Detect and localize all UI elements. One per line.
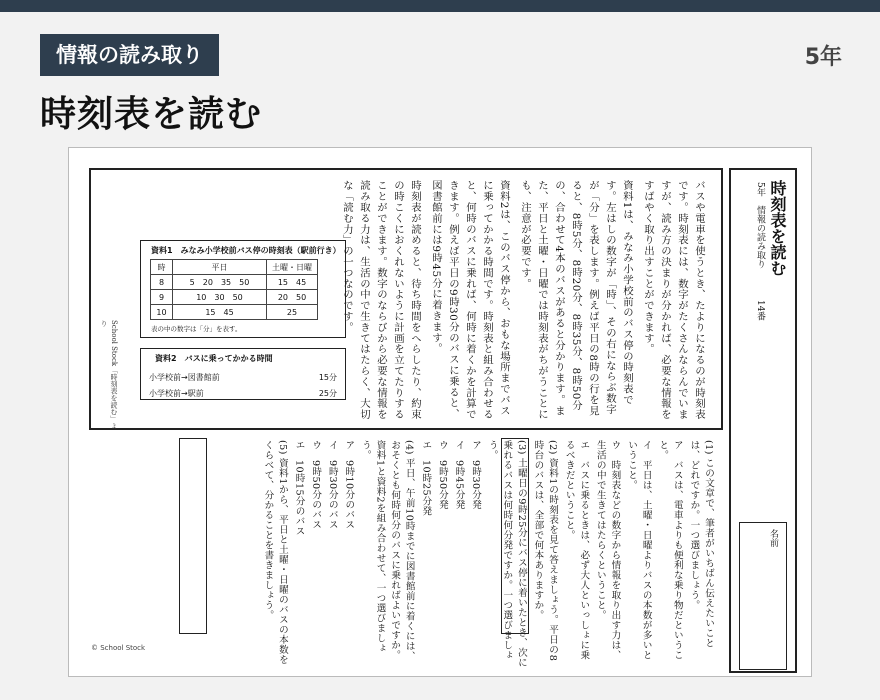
timetable-cell: 10: [151, 305, 173, 320]
timetable-cell: 20 50: [267, 290, 318, 305]
timetable-cell: 9: [151, 290, 173, 305]
question-item: エ 10時15分のバス: [293, 440, 305, 537]
duration: 15分: [318, 373, 337, 382]
question-item: エ 10時25分発: [420, 440, 432, 517]
question-item: (1) この文章で、筆者がいちばん伝えたいことは、どれですか。一つ選びましょう。: [688, 440, 714, 649]
timetable-cell: 25: [267, 305, 318, 320]
travel-time-row: [149, 370, 337, 386]
question-item: イ 9時30分のバス: [326, 440, 338, 530]
category-badge: 情報の読み取り: [40, 34, 219, 76]
timetable-header: 土曜・日曜: [267, 260, 318, 275]
timetable-cell: 8: [151, 275, 173, 290]
timetable-note: 表の中の数字は「分」を表す。: [151, 325, 242, 333]
question-item: ア 9時10分のバス: [343, 440, 355, 530]
questions: [258, 440, 715, 668]
travel-time-caption: 資料2 バスに乗ってかかる時間: [155, 354, 273, 363]
duration: 25分: [318, 389, 337, 398]
passage-paragraph: バスや電車を使うとき、たよりになるのが時刻表です。時刻表には、数字がたくさんならんでいますが、読み方の決まりが分かれば、必要な情報をすばやく取り出すことができます。: [642, 180, 705, 420]
source-credit: School Stock「時刻表を読む」より: [100, 320, 118, 430]
question-item: エ バスに乗るときは、必ず大人といっしょに乗るべきだということ。: [563, 440, 590, 660]
passage-text: [334, 180, 707, 422]
travel-time-row: [149, 386, 337, 402]
passage-paragraph: 資料1は、みなみ小学校前のバス停の時刻表です。左はしの数字が「時」、その右にならぶ数字が「分」を表します。例えば平日の8時の行を見ると、8時5分、8時20分、8時35分、8時50分の、合わせて4本のバスがあると分かります。また、平日と土曜・日曜では時刻表がちがうことにも、注意が必要です。: [519, 180, 633, 420]
worksheet-number: 14番: [755, 300, 765, 321]
worksheet-title: 時刻表を読む: [768, 180, 787, 276]
passage-paragraph: 資料2は、このバス停から、おもな場所までバスに乗ってかかる時間です。時刻表と組み合わせると、何時のバスに乗れば、何時に着くかを計算できます。例えば平日の9時30分のバスに乗ると、図書館前には9時45分に着きます。: [430, 180, 510, 420]
question-item: (2) 資料1の時刻表を見て答えましょう。平日の8時台のバスは、全部で何本ありますか。: [532, 440, 559, 662]
timetable-resource: [140, 240, 346, 338]
question-item: (5) 資料1から、平日と土曜・日曜のバスの本数をくらべて、分かることを書きましょう。: [262, 440, 288, 665]
timetable: [150, 259, 318, 320]
timetable-cell: 5 20 35 50: [173, 275, 267, 290]
question-item: イ 平日は、土曜・日曜よりバスの本数が多いということ。: [626, 440, 652, 660]
grade-label: 5年: [804, 45, 842, 70]
route: 小学校前→駅前: [149, 389, 204, 398]
timetable-cell: 10 30 50: [173, 290, 267, 305]
travel-time-resource: [140, 348, 346, 400]
answer-box: [179, 438, 207, 634]
timetable-cell: 15 45: [173, 305, 267, 320]
copyright: © School Stock: [91, 644, 146, 652]
timetable-cell: 15 45: [267, 275, 318, 290]
question-item: イ 9時45分発: [453, 440, 465, 510]
question-item: ア 9時30分発: [470, 440, 482, 510]
question-item: (3) 土曜日の9時25分にバス停に着いたとき、次に乗れるバスは何時何分発ですか。一つ選びましょう。: [486, 440, 527, 668]
top-bar: [0, 0, 880, 12]
timetable-caption: 資料1 みなみ小学校前バス停の時刻表（駅前行き）: [151, 246, 341, 255]
passage-paragraph: 時刻表が読めると、待ち時間をへらしたり、約束の時こくにおくれないように計画を立てたりすることができます。数字のならびから必要な情報を読み取る力は、生活の中で生きてはたらく、大切な「読む力」の一つなのです。: [341, 180, 421, 420]
question-item: ウ 時刻表などの数字から情報を取り出す力は、生活の中で生きてはたらくということ。: [594, 440, 621, 660]
answer-box: [501, 438, 529, 634]
worksheet-header: [729, 168, 797, 673]
page-title: 時刻表を読む: [40, 94, 263, 135]
worksheet-preview: [68, 147, 812, 677]
question-item: (4) 平日、午前10時までに図書館前に着くには、おそくとも何時何分のバスに乗ればよいですか。資料1と資料2を組み合わせて、一つ選びましょう。: [359, 440, 415, 662]
question-item: ア バスは、電車よりも便利な乗り物だということ。: [657, 440, 683, 660]
question-item: ウ 9時50分発: [436, 440, 448, 510]
name-label: 名前: [768, 529, 778, 547]
reading-passage: [89, 168, 723, 430]
timetable-header: 時: [151, 260, 173, 275]
question-item: ウ 9時50分のバス: [310, 440, 322, 530]
worksheet-subtitle: 5年 情報の読み取り: [755, 182, 765, 269]
route: 小学校前→図書館前: [149, 373, 220, 382]
timetable-header: 平日: [173, 260, 267, 275]
name-box: [739, 522, 787, 670]
